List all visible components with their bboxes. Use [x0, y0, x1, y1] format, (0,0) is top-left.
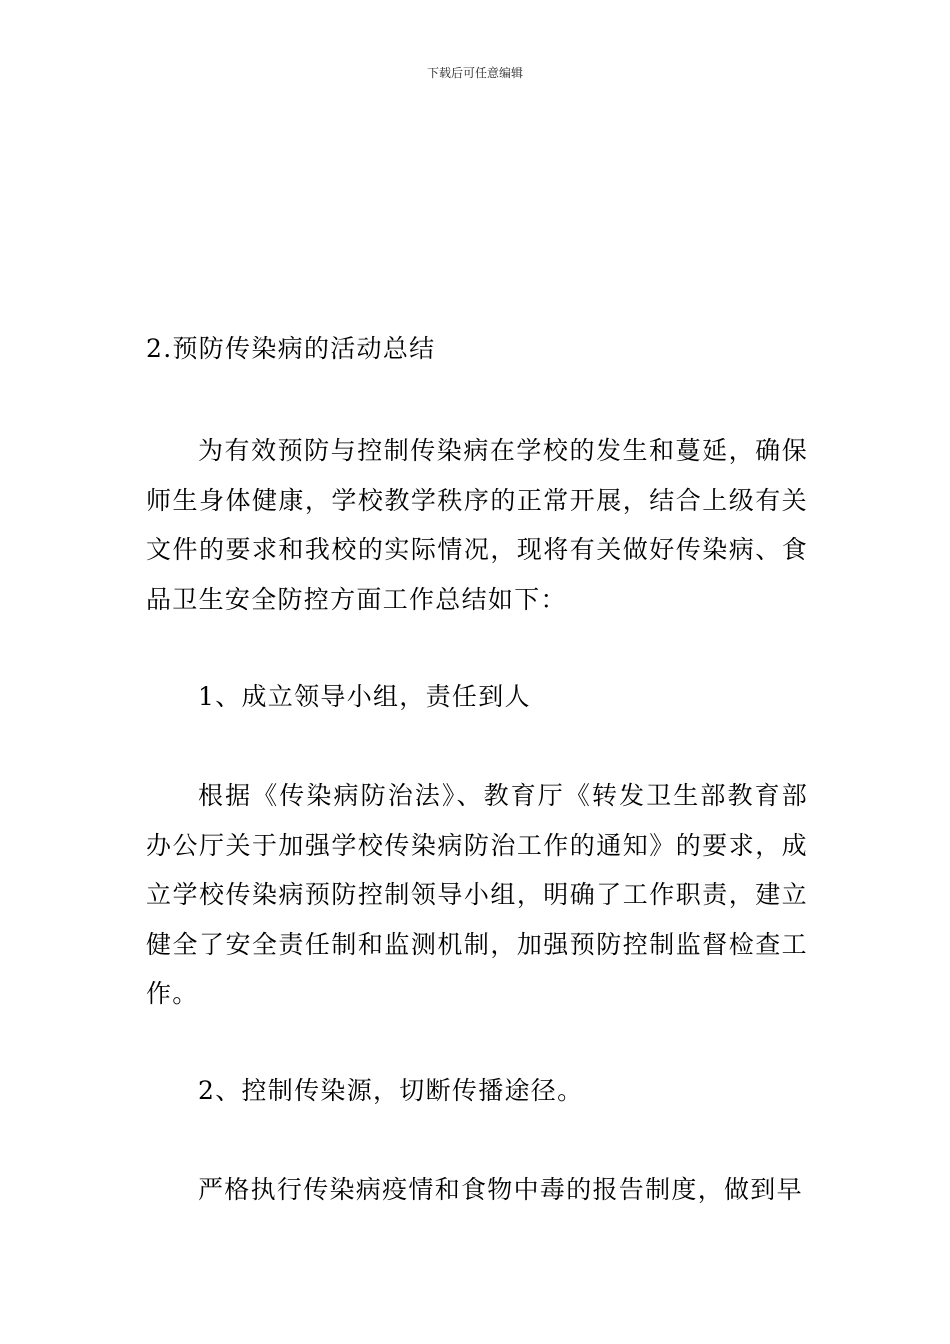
- intro-paragraph: 为有效预防与控制传染病在学校的发生和蔓延，确保师生身体健康，学校教学秩序的正常开展，结合上级有关文件的要求和我校的实际情况，现将有关做好传染病、食品卫生安全防控方面工作总结如下：: [146, 436, 808, 614]
- section-2-heading: 2、控制传染源，切断传播途径。: [198, 1076, 584, 1105]
- section-2-paragraph: 严格执行传染病疫情和食物中毒的报告制度，做到早: [198, 1175, 803, 1204]
- page-header-note: 下载后可任意编辑: [426, 66, 523, 80]
- section-1-paragraph: 根据《传染病防治法》、教育厅《转发卫生部教育部办公厅关于加强学校传染病防治工作的通知》的要求，成立学校传染病预防控制领导小组，明确了工作职责，建立健全了安全责任制和监测机制，加强预防控制监督检查工作。: [146, 781, 808, 1008]
- document-title: 2.预防传染病的活动总结: [146, 334, 436, 363]
- section-1-heading: 1、成立领导小组，责任到人: [198, 682, 531, 711]
